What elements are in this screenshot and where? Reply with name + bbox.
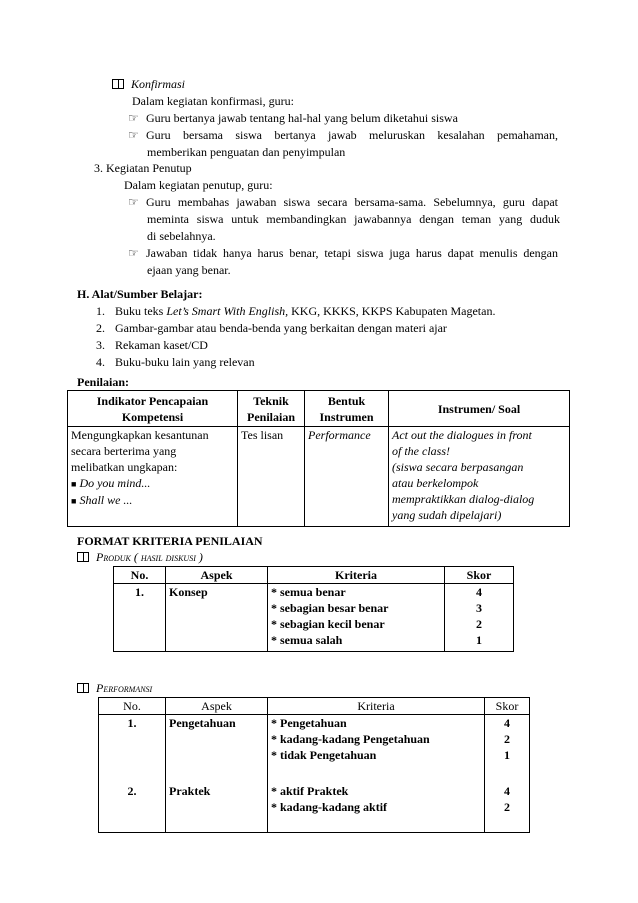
alat-heading: H. Alat/Sumber Belajar: [77, 287, 203, 301]
book-icon [77, 683, 90, 693]
header-aspek: Aspek [166, 567, 268, 584]
konfirmasi-intro: Dalam kegiatan konfirmasi, guru: [132, 94, 294, 108]
cell-skor: 4 3 2 1 [445, 584, 514, 652]
header-skor: Skor [445, 567, 514, 584]
penutup-bullet-2: ☞ Jawaban tidak hanya harus benar, tetapi siswa juga harus dapat menulis dengan [128, 246, 558, 260]
header-indikator: Indikator Pencapaian Kompetensi [68, 391, 238, 427]
header-no: No. [99, 698, 166, 715]
penutup-bullet-2-cont: ejaan yang benar. [147, 263, 231, 277]
performansi-label: Performansi [77, 680, 152, 697]
cell-kriteria: * Pengetahuan * kadang-kadang Pengetahuan * tidak Pengetahuan * aktif Praktek * kadang-kadang aktif [268, 715, 485, 833]
penilaian-heading: Penilaian: [77, 375, 130, 389]
header-kriteria: Kriteria [268, 567, 445, 584]
book-icon [112, 79, 125, 89]
cell-kriteria: * semua benar * sebagian besar benar * sebagian kecil benar * semua salah [268, 584, 445, 652]
cell-aspek: Konsep [166, 584, 268, 652]
cell-no: 1. 2. [99, 715, 166, 833]
konfirmasi-bullet-1: ☞ Guru bertanya jawab tentang hal-hal yang belum diketahui siswa [128, 111, 458, 125]
header-aspek: Aspek [166, 698, 268, 715]
performansi-table [98, 697, 530, 833]
penilaian-table [67, 390, 570, 527]
header-skor: Skor [485, 698, 530, 715]
alat-item-3: 3. Rekaman kaset/CD [96, 338, 208, 352]
table-row [68, 427, 570, 527]
produk-table [113, 566, 514, 652]
penutup-bullet-1-cont2: di sebelahnya. [147, 229, 216, 243]
header-no: No. [114, 567, 166, 584]
penutup-bullet-1-cont: meminta siswa untuk membandingkan jawabannya dengan teman yang duduk [147, 212, 560, 226]
book-icon [77, 552, 90, 562]
cell-no: 1. [114, 584, 166, 652]
penutup-heading: 3. Kegiatan Penutup [94, 161, 192, 175]
format-heading: FORMAT KRITERIA PENILAIAN [77, 534, 263, 548]
square-bullet-icon: ■ [71, 479, 77, 489]
table-row [114, 584, 514, 652]
table-row [99, 715, 530, 833]
header-kriteria: Kriteria [268, 698, 485, 715]
header-teknik: Teknik Penilaian [238, 391, 305, 427]
konfirmasi-bullet-2: ☞ Guru bersama siswa bertanya jawab meluruskan kesalahan pemahaman, [128, 128, 558, 142]
indikator-bullet: ■ Do you mind... [71, 476, 151, 490]
table-header-row [68, 391, 570, 427]
produk-label: Produk ( hasil diskusi ) [77, 549, 203, 566]
cell-aspek: Pengetahuan Praktek [166, 715, 268, 833]
cell-indikator: Mengungkapkan kesantunan secara berterima yang melibatkan ungkapan: ■ Do you mind... ■ Shall we ... [68, 427, 238, 527]
indikator-bullet: ■ Shall we ... [71, 493, 133, 507]
cell-skor: 4 2 1 4 2 [485, 715, 530, 833]
konfirmasi-heading: Konfirmasi [112, 76, 185, 93]
square-bullet-icon: ■ [71, 496, 77, 506]
table-header-row [114, 567, 514, 584]
pointing-hand-icon: ☞ [128, 111, 139, 125]
penutup-intro: Dalam kegiatan penutup, guru: [124, 178, 273, 192]
alat-item-2: 2. Gambar-gambar atau benda-benda yang berkaitan dengan materi ajar [96, 321, 447, 335]
pointing-hand-icon: ☞ [128, 195, 139, 209]
konfirmasi-bullet-2-cont: memberikan penguatan dan penyimpulan [147, 145, 346, 159]
header-instrumen: Instrumen/ Soal [389, 391, 570, 427]
cell-bentuk: Performance [305, 427, 389, 527]
alat-item-4: 4. Buku-buku lain yang relevan [96, 355, 255, 369]
alat-item-1: 1. Buku teks Let’s Smart With English, KKG, KKKS, KKPS Kabupaten Magetan. [96, 304, 496, 318]
pointing-hand-icon: ☞ [128, 246, 139, 260]
table-header-row [99, 698, 530, 715]
cell-teknik: Tes lisan [238, 427, 305, 527]
pointing-hand-icon: ☞ [128, 128, 139, 142]
header-bentuk: Bentuk Instrumen [305, 391, 389, 427]
cell-soal: Act out the dialogues in front of the class! (siswa secara berpasangan atau berkelompok mempraktikkan dialog-dialog yang sudah dipelajari) [389, 427, 570, 527]
penutup-bullet-1: ☞ Guru membahas jawaban siswa secara bersama-sama. Sebelumnya, guru dapat [128, 195, 558, 209]
